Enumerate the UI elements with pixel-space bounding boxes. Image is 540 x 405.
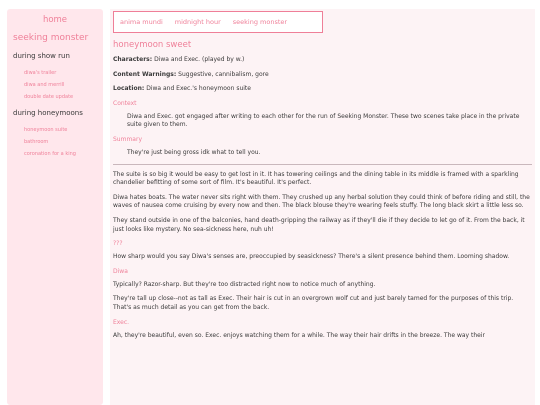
sidebar-link-diwas-trailer[interactable]: diwa's trailer <box>24 70 57 76</box>
story-paragraph: They're tall up close--not as tall as Exec. Their hair is cut in an overgrown wolf cut and just barely tamed for the purposes of this trip. That's as much detail as you can get from the back. <box>113 295 514 311</box>
sidebar <box>7 9 103 405</box>
story-paragraph: How sharp would you say Diwa's senses are, preoccupied by seasickness? There's a silent presence behind them. Looming shadow. <box>113 253 510 261</box>
story-paragraph: The suite is so big it would be easy to get lost in it. It has towering ceilings and the dining table in its middle is framed with a sparkling chandelier befitting of some sort of film. It's beautiful. It's perfect. <box>113 170 519 187</box>
story-paragraph: Typically? Razor-sharp. But they're too distracted right now to notice much of anything. <box>113 280 376 288</box>
characters-line <box>113 56 532 65</box>
tab-seeking-monster[interactable]: seeking monster <box>232 18 288 26</box>
sidebar-link-diwa-and-merrill[interactable]: diwa and merrill <box>24 82 65 88</box>
tab-midnight-hour[interactable]: midnight hour <box>174 18 221 26</box>
main-content <box>110 9 535 405</box>
sidebar-link-double-date-update[interactable]: double date update <box>24 94 74 100</box>
location-line <box>113 85 532 94</box>
story-paragraph: Diwa hates boats. The water never sits right with them. They crushed up any herbal solution they could think of before riding and still, the waves of nausea come cruising by every now and then. The black blouse they're wearing feels stuffy. The long black skirt a little less so. <box>113 193 530 210</box>
location-label: Location: <box>113 85 145 93</box>
sidebar-title[interactable]: seeking monster <box>13 33 89 43</box>
characters-label: Characters: <box>113 56 153 63</box>
warnings-label: Content Warnings: <box>113 70 177 78</box>
speaker-label: ??? <box>113 240 123 248</box>
summary-label: Summary <box>113 135 142 143</box>
speaker-label: Exec. <box>113 318 130 326</box>
context-label: Context <box>113 99 137 107</box>
story-paragraph: Ah, they're beautiful, even so. Exec. enjoys watching them for a while. The way their hair drifts in the breeze. The way their <box>113 331 485 339</box>
page-title: honeymoon sweet <box>113 40 192 50</box>
context-text: Diwa and Exec. got engaged after writing to each other for the run of Seeking Monster. These two scenes take place in the private suite given to them. <box>127 112 520 129</box>
summary-text: They're just being gross idk what to tell you. <box>127 148 261 156</box>
warnings-value: Suggestive, cannibalism, gore <box>176 70 269 78</box>
tab-anima-mundi[interactable]: anima mundi <box>120 18 163 26</box>
sidebar-link-bathroom[interactable]: bathroom <box>24 139 49 145</box>
sidebar-section-show-run: during show run <box>13 52 70 60</box>
story-paragraph: They stand outside in one of the balconies, hand death-gripping the railway as if they'll die if they decide to let go of it. From the back, it just looks like mystery. No sea-sickness here, nuh uh! <box>113 216 525 233</box>
sidebar-link-coronation-for-a-king[interactable]: coronation for a king <box>24 151 76 157</box>
divider <box>113 164 532 165</box>
location-value: Diwa and Exec.'s honeymoon suite <box>144 85 251 93</box>
home-link[interactable]: home <box>42 15 68 25</box>
speaker-label: Diwa <box>113 267 128 275</box>
sidebar-section-honeymoons: during honeymoons <box>13 109 83 117</box>
warnings-line <box>113 71 532 80</box>
top-nav <box>113 11 323 33</box>
characters-value: Diwa and Exec. (played by w.) <box>152 56 245 63</box>
sidebar-link-honeymoon-suite[interactable]: honeymoon suite <box>24 127 68 133</box>
